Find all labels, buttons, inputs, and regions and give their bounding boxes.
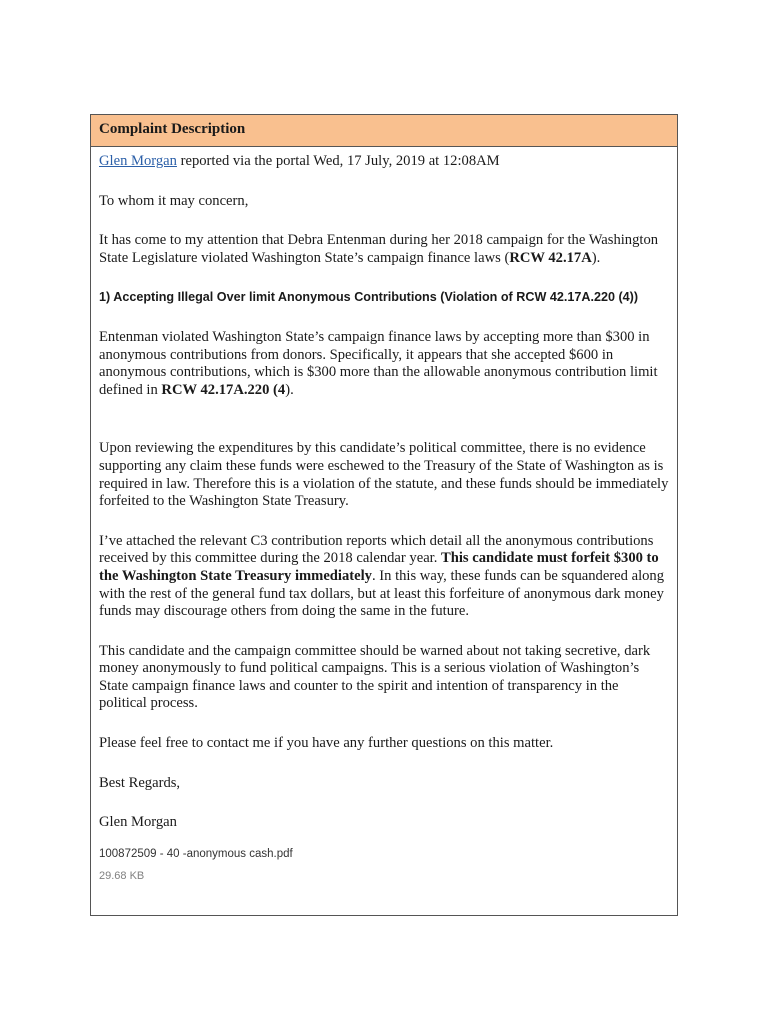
signature: Glen Morgan [99,814,177,831]
paragraph-3-end: . In this way, these funds can be squandered along with the rest of the general fund tax dollars, but at least this forfeiture of anonymous dark money funds may discourage others from doing the same in the future. [99,567,665,620]
closing: Best Regards, [99,774,181,791]
reporter-link[interactable]: Glen Morgan [99,153,177,169]
paragraph-1 [99,329,669,399]
paragraph-1-rcw: RCW 42.17A.220 (4 [161,381,286,398]
paragraph-3-bold: This candidate must forfeit $300 to the Washington State Treasury immediately [99,550,659,584]
attachment-file-size: 29.68 KB [99,870,145,883]
paragraph-1-text: Entenman violated Washington State’s campaign finance laws by accepting more than $300 in anonymous contributions from donors. Specifically, it appears that she accepted $600 in anonymous contributions, which is $300 more than the allowable anonymous contribution limit defined in [99,328,658,398]
intro-end: ). [591,249,601,266]
paragraph-5: Please feel free to contact me if you have any further questions on this matter. [99,735,554,752]
salutation: To whom it may concern, [99,192,249,209]
attachment[interactable] [99,846,669,886]
paragraph-2: Upon reviewing the expenditures by this candidate’s political committee, there is no evidence supporting any claim these funds were eschewed to the Treasury of the State of Washington as is required in law. Therefore this is a violation of the statute, and these funds should be immediately forfeited to the Washington State Treasury. [99,440,669,510]
paragraph-4: This candidate and the campaign committee should be warned about not taking secretive, dark money anonymously to fund political campaigns. This is a serious violation of Washington’s State campaign finance laws and counter to the spirit and intention of transparency in the political process. [99,642,651,712]
intro-rcw: RCW 42.17A [509,249,592,266]
complaint-box [90,114,678,916]
intro-text: It has come to my attention that Debra Entenman during her 2018 campaign for the Washington State Legislature violated Washington State’s campaign finance laws ( [99,232,659,266]
attachment-file-name[interactable]: 100872509 - 40 -anonymous cash.pdf [99,847,293,860]
paragraph-1-end: ). [285,381,294,398]
report-meta-text: reported via the portal Wed, 17 July, 2019 at 12:08AM [176,153,500,169]
paragraph-3-text: I’ve attached the relevant C3 contribution reports which detail all the anonymous contributions received by this committee during the 2018 calendar year. [99,532,654,567]
intro-paragraph [99,232,669,267]
report-meta [99,153,669,171]
complaint-header [91,115,677,147]
paragraph-3 [99,533,669,621]
complaint-title: Complaint Description [99,121,246,137]
complaint-body [91,147,677,886]
section-heading: 1) Accepting Illegal Over limit Anonymous Contributions (Violation of RCW 42.17A.220 (4)) [99,290,639,305]
